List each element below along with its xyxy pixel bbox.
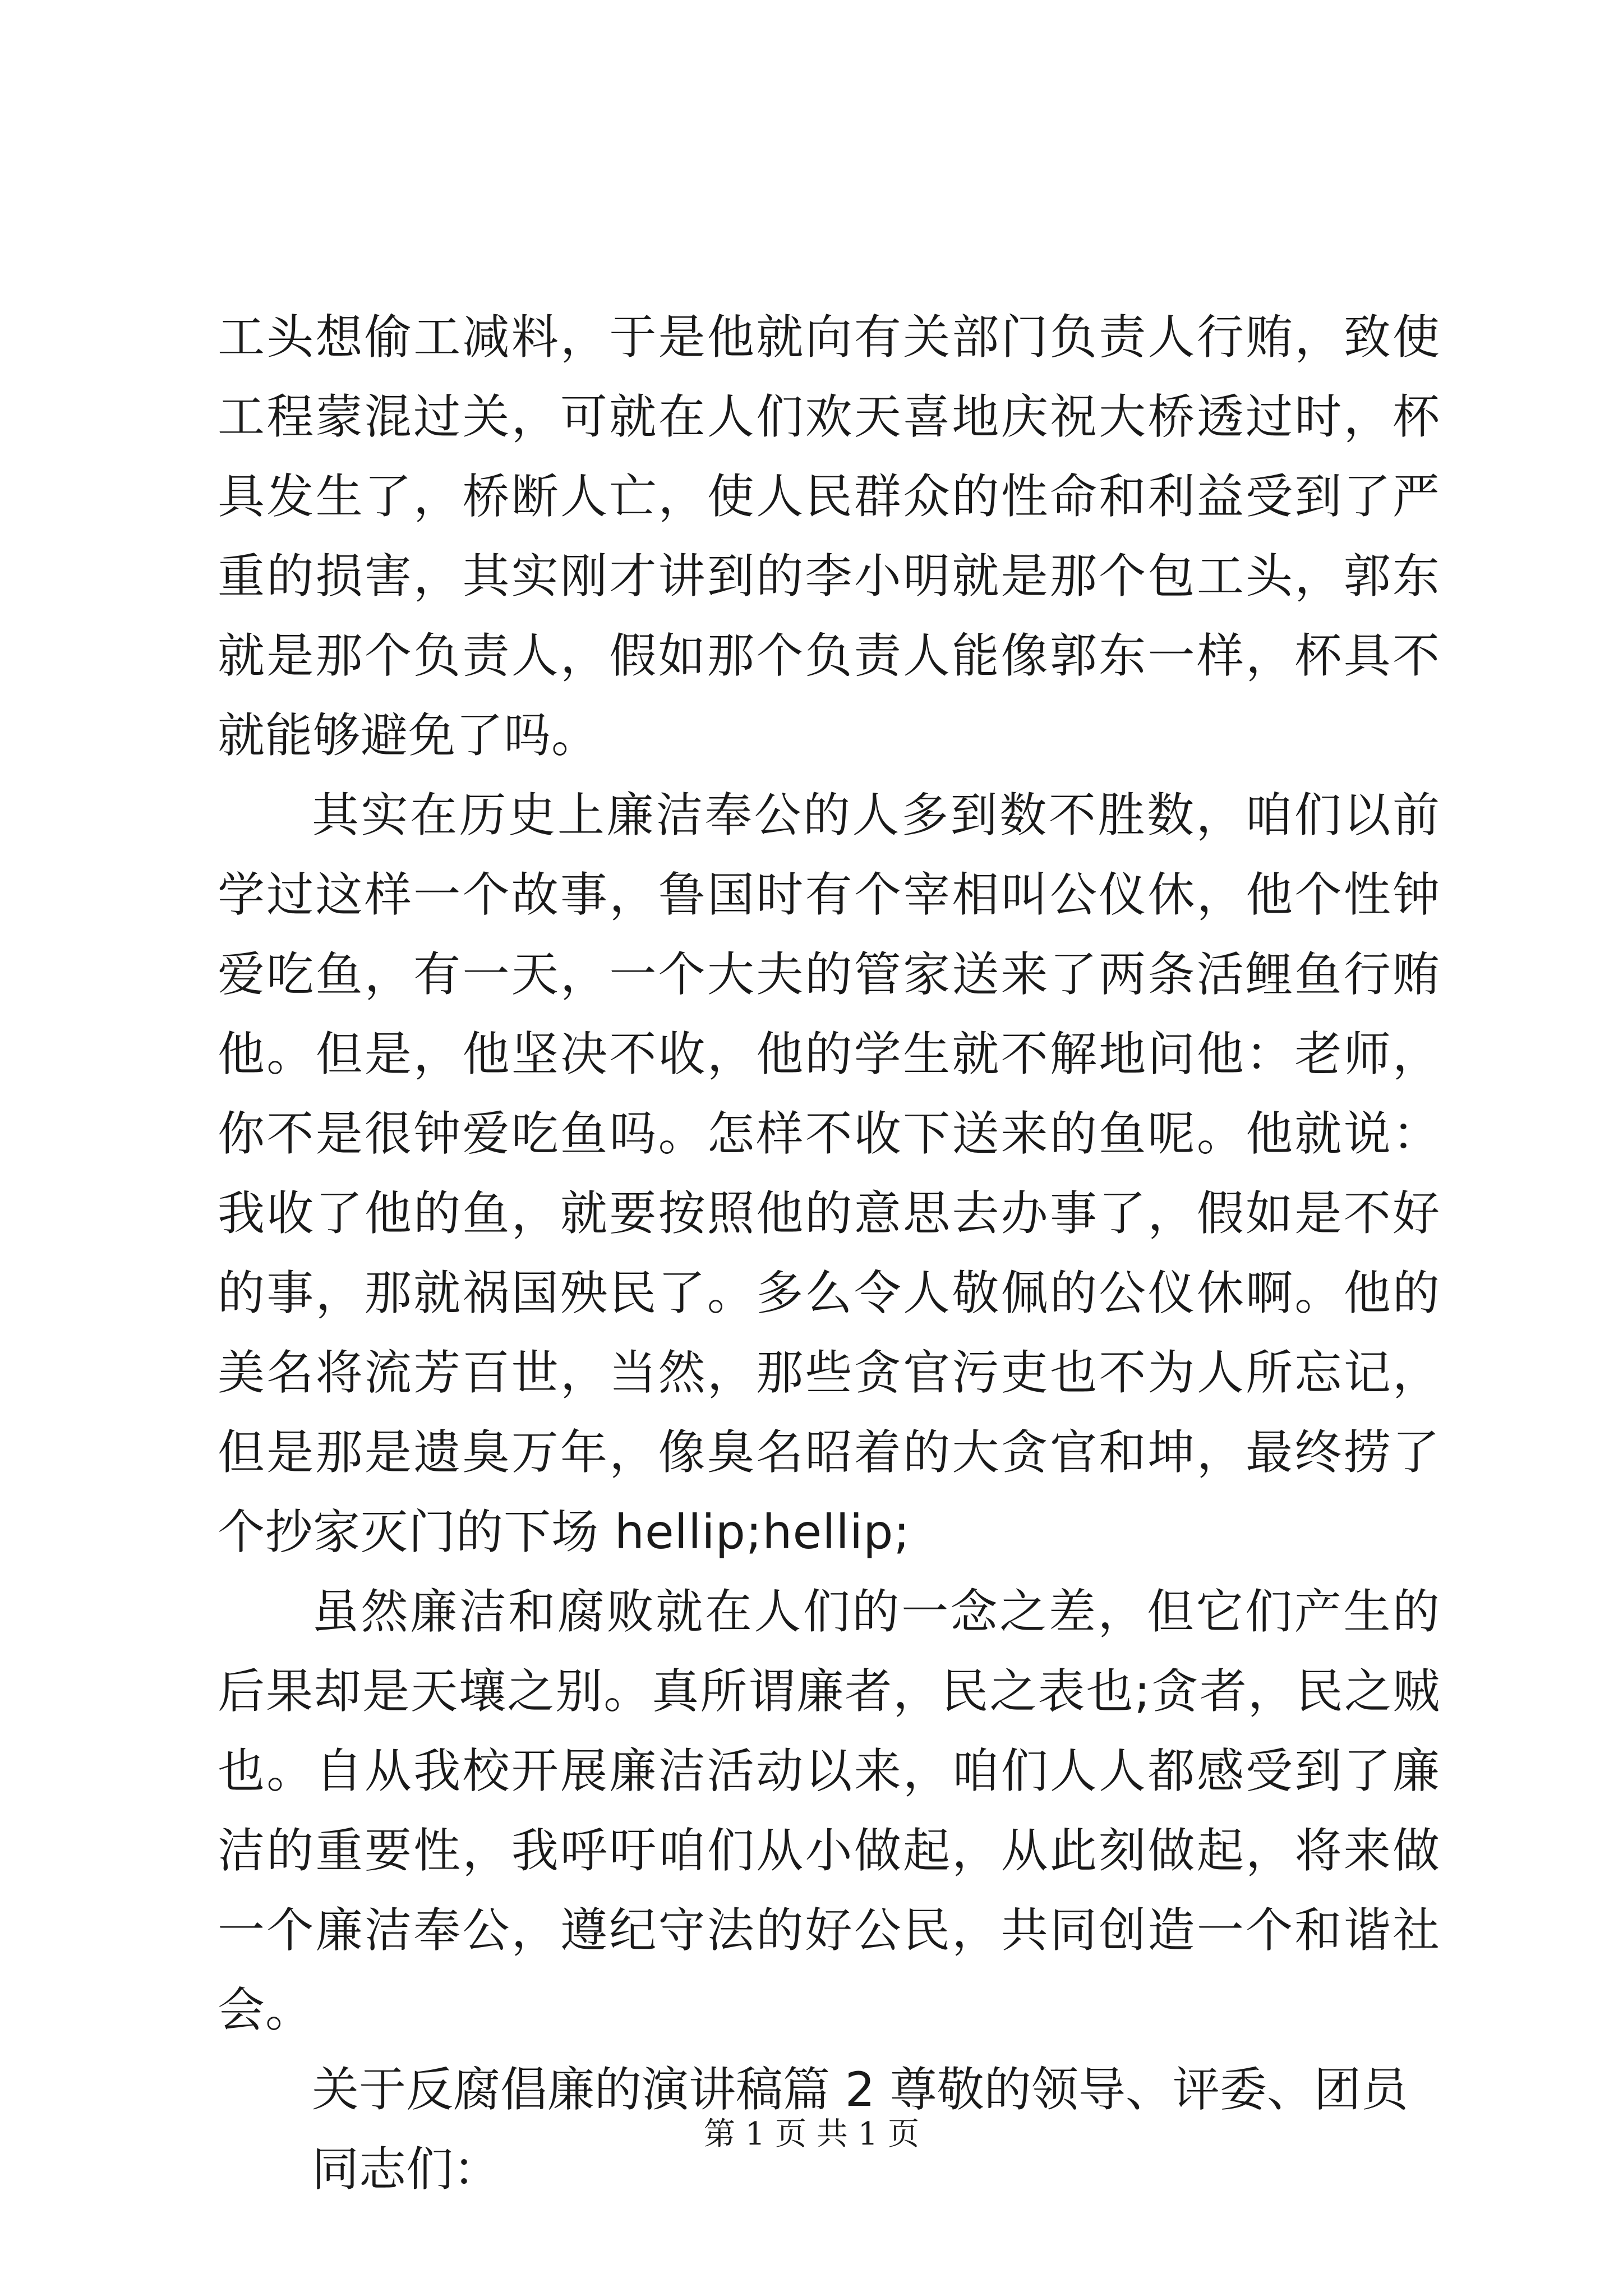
page-footer: 第 1 页 共 1 页 [703,2116,920,2152]
salutation-line: 同志们： [312,2142,501,2197]
document-body [218,297,1440,2209]
speech-title-line: 关于反腐倡廉的演讲稿篇 2 尊敬的领导、评委、团员 [312,2062,1408,2117]
paragraph-3: 虽然廉洁和腐败就在人们的一念之差，但它们产生的后果却是天壤之别。真所谓廉者，民之表也;贪者，民之贼也。自从我校开展廉洁活动以来，咱们人人都感受到了廉洁的重要性，我呼吁咱们从小做起，从此刻做起，将来做一个廉洁奉公，遵纪守法的好公民，共同创造一个和谐社会。 [218,1584,1440,2037]
paragraph-1: 工头想偷工减料，于是他就向有关部门负责人行贿，致使工程蒙混过关，可就在人们欢天喜地庆祝大桥透过时，杯具发生了，桥断人亡，使人民群众的性命和利益受到了严重的损害，其实刚才讲到的李小明就是那个包工头，郭东就是那个负责人，假如那个负责人能像郭东一样，杯具不就能够避免了吗。 [218,310,1440,763]
paragraph-2: 其实在历史上廉洁奉公的人多到数不胜数，咱们以前学过这样一个故事，鲁国时有个宰相叫公仪休，他个性钟爱吃鱼，有一天，一个大夫的管家送来了两条活鲤鱼行贿他。但是，他坚决不收，他的学生就不解地问他：老师，你不是很钟爱吃鱼吗。怎样不收下送来的鱼呢。他就说：我收了他的鱼，就要按照他的意思去办事了，假如是不好的事，那就祸国殃民了。多么令人敬佩的公仪休啊。他的美名将流芳百世，当然，那些贪官污吏也不为人所忘记，但是那是遗臭万年，像臭名昭着的大贪官和坤，最终捞了个抄家灭门的下场 hellip;hellip; [218,788,1440,1559]
